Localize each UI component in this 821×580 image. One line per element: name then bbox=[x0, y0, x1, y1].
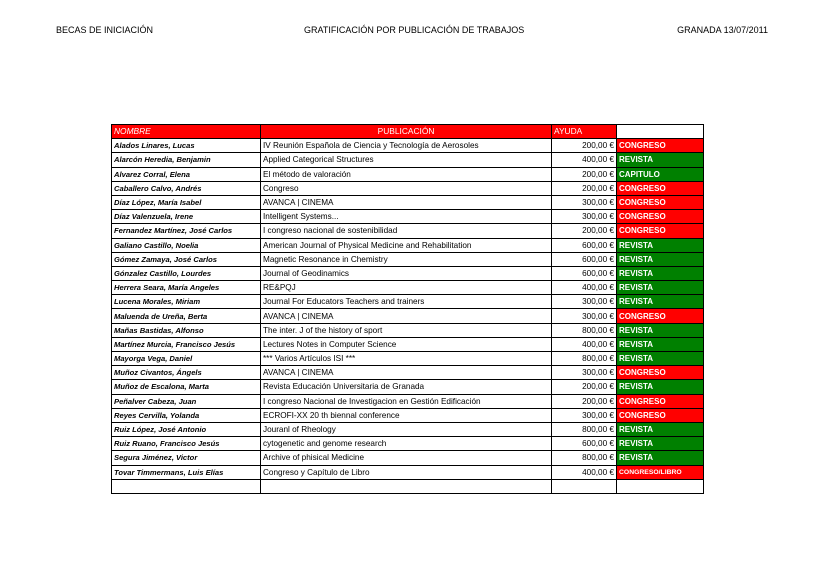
cell-publication: RE&PQJ bbox=[261, 281, 552, 295]
column-header-publication: PUBLICACIÓN bbox=[261, 125, 552, 139]
cell-publication: Lectures Notes in Computer Science bbox=[261, 337, 552, 351]
cell-amount: 800,00 € bbox=[552, 352, 617, 366]
table-row bbox=[112, 266, 704, 280]
cell-amount: 200,00 € bbox=[552, 380, 617, 394]
cell-name: Gómez Zamaya, José Carlos bbox=[112, 252, 261, 266]
cell-type-badge: REVISTA bbox=[617, 238, 704, 252]
table-row bbox=[112, 210, 704, 224]
cell-publication: Congreso y Capítulo de Libro bbox=[261, 465, 552, 479]
table-row bbox=[112, 352, 704, 366]
cell-name: Peñalver Cabeza, Juan bbox=[112, 394, 261, 408]
cell-publication: Jouranl of Rheology bbox=[261, 422, 552, 436]
table-row-empty bbox=[112, 479, 704, 493]
table-row bbox=[112, 139, 704, 153]
table-row bbox=[112, 437, 704, 451]
cell-empty bbox=[261, 479, 552, 493]
cell-type-badge: CONGRESO bbox=[617, 181, 704, 195]
cell-type-badge: REVISTA bbox=[617, 266, 704, 280]
cell-amount: 300,00 € bbox=[552, 366, 617, 380]
cell-name: Reyes Cervilla, Yolanda bbox=[112, 408, 261, 422]
cell-type-badge: CONGRESO bbox=[617, 408, 704, 422]
cell-publication: I congreso Nacional de Investigacion en Gestión Edificación bbox=[261, 394, 552, 408]
cell-name: Fernandez Martínez, José Carlos bbox=[112, 224, 261, 238]
cell-type-badge: REVISTA bbox=[617, 252, 704, 266]
cell-publication: Congreso bbox=[261, 181, 552, 195]
cell-amount: 400,00 € bbox=[552, 281, 617, 295]
table-row bbox=[112, 408, 704, 422]
header-document-title: GRATIFICACIÓN POR PUBLICACIÓN DE TRABAJOS bbox=[304, 25, 525, 35]
cell-name: Tovar Timmermans, Luis Elías bbox=[112, 465, 261, 479]
cell-name: Alarcón Heredia, Benjamin bbox=[112, 153, 261, 167]
column-header-amount: AYUDA bbox=[552, 125, 617, 139]
cell-publication: AVANCA | CINEMA bbox=[261, 366, 552, 380]
cell-type-badge: CAPITULO bbox=[617, 167, 704, 181]
cell-name: Ruiz López, José Antonio bbox=[112, 422, 261, 436]
cell-type-badge: REVISTA bbox=[617, 352, 704, 366]
cell-amount: 800,00 € bbox=[552, 323, 617, 337]
cell-amount: 400,00 € bbox=[552, 465, 617, 479]
table-row bbox=[112, 323, 704, 337]
cell-publication: IV Reunión Española de Ciencia y Tecnología de Aerosoles bbox=[261, 139, 552, 153]
cell-type-badge: REVISTA bbox=[617, 380, 704, 394]
cell-publication: ECROFI-XX 20 th biennal conference bbox=[261, 408, 552, 422]
cell-publication: The inter. J of the history of sport bbox=[261, 323, 552, 337]
cell-name: Muñoz Civantos, Ángels bbox=[112, 366, 261, 380]
table-row bbox=[112, 252, 704, 266]
cell-type-badge: REVISTA bbox=[617, 437, 704, 451]
cell-publication: Journal For Educators Teachers and trainers bbox=[261, 295, 552, 309]
cell-amount: 200,00 € bbox=[552, 224, 617, 238]
cell-type-badge: CONGRESO bbox=[617, 139, 704, 153]
cell-type-badge: CONGRESO bbox=[617, 394, 704, 408]
cell-amount: 600,00 € bbox=[552, 252, 617, 266]
table-row bbox=[112, 238, 704, 252]
cell-name: Herrera Seara, María Angeles bbox=[112, 281, 261, 295]
cell-publication: *** Varios Artículos ISI *** bbox=[261, 352, 552, 366]
cell-publication: Applied Categorical Structures bbox=[261, 153, 552, 167]
table-row bbox=[112, 366, 704, 380]
cell-type-badge: CONGRESO bbox=[617, 309, 704, 323]
cell-name: Muñoz de Escalona, Marta bbox=[112, 380, 261, 394]
table-row bbox=[112, 451, 704, 465]
cell-name: Maluenda de Ureña, Berta bbox=[112, 309, 261, 323]
cell-type-badge: CONGRESO bbox=[617, 210, 704, 224]
table-row bbox=[112, 181, 704, 195]
cell-publication: American Journal of Physical Medicine and Rehabilitation bbox=[261, 238, 552, 252]
table-row bbox=[112, 422, 704, 436]
cell-type-badge: CONGRESO bbox=[617, 224, 704, 238]
cell-amount: 200,00 € bbox=[552, 139, 617, 153]
cell-empty bbox=[112, 479, 261, 493]
cell-name: Gónzalez Castillo, Lourdes bbox=[112, 266, 261, 280]
cell-amount: 200,00 € bbox=[552, 181, 617, 195]
cell-amount: 300,00 € bbox=[552, 195, 617, 209]
column-header-type bbox=[617, 125, 704, 139]
column-header-name: NOMBRE bbox=[112, 125, 261, 139]
cell-empty bbox=[552, 479, 617, 493]
table-body bbox=[112, 139, 704, 494]
cell-type-badge: CONGRESO bbox=[617, 195, 704, 209]
table-row bbox=[112, 309, 704, 323]
cell-amount: 800,00 € bbox=[552, 422, 617, 436]
cell-type-badge: REVISTA bbox=[617, 281, 704, 295]
cell-name: Mañas Bastidas, Alfonso bbox=[112, 323, 261, 337]
page-header bbox=[56, 24, 768, 36]
table-row bbox=[112, 153, 704, 167]
grants-table bbox=[111, 124, 704, 494]
cell-type-badge: REVISTA bbox=[617, 337, 704, 351]
cell-name: Díaz Valenzuela, Irene bbox=[112, 210, 261, 224]
cell-amount: 600,00 € bbox=[552, 437, 617, 451]
cell-name: Martínez Murcia, Francisco Jesús bbox=[112, 337, 261, 351]
table-row bbox=[112, 281, 704, 295]
header-place-date: GRANADA 13/07/2011 bbox=[677, 25, 768, 35]
cell-publication: Journal of Geodinamics bbox=[261, 266, 552, 280]
table-header-row bbox=[112, 125, 704, 139]
cell-publication: Magnetic Resonance in Chemistry bbox=[261, 252, 552, 266]
cell-type-badge: REVISTA bbox=[617, 295, 704, 309]
cell-amount: 600,00 € bbox=[552, 238, 617, 252]
table-row bbox=[112, 394, 704, 408]
cell-type-badge: REVISTA bbox=[617, 153, 704, 167]
cell-publication: AVANCA | CINEMA bbox=[261, 195, 552, 209]
cell-publication: I congreso nacional de sostenibilidad bbox=[261, 224, 552, 238]
cell-amount: 800,00 € bbox=[552, 451, 617, 465]
cell-name: Díaz López, María Isabel bbox=[112, 195, 261, 209]
cell-amount: 400,00 € bbox=[552, 153, 617, 167]
cell-amount: 300,00 € bbox=[552, 210, 617, 224]
cell-name: Ruiz Ruano, Francisco Jesús bbox=[112, 437, 261, 451]
cell-name: Alvarez Corral, Elena bbox=[112, 167, 261, 181]
cell-amount: 200,00 € bbox=[552, 167, 617, 181]
cell-amount: 300,00 € bbox=[552, 309, 617, 323]
cell-name: Caballero Calvo, Andrés bbox=[112, 181, 261, 195]
cell-publication: Intelligent Systems... bbox=[261, 210, 552, 224]
cell-amount: 400,00 € bbox=[552, 337, 617, 351]
cell-type-badge: CONGRESO/LIBRO bbox=[617, 465, 704, 479]
cell-amount: 200,00 € bbox=[552, 394, 617, 408]
cell-type-badge: REVISTA bbox=[617, 451, 704, 465]
table-row bbox=[112, 167, 704, 181]
cell-publication: Archive of phisical Medicine bbox=[261, 451, 552, 465]
cell-type-badge: CONGRESO bbox=[617, 366, 704, 380]
table-row bbox=[112, 195, 704, 209]
table-row bbox=[112, 380, 704, 394]
cell-name: Alados Linares, Lucas bbox=[112, 139, 261, 153]
cell-name: Segura Jiménez, Victor bbox=[112, 451, 261, 465]
cell-name: Lucena Morales, Miriam bbox=[112, 295, 261, 309]
cell-amount: 600,00 € bbox=[552, 266, 617, 280]
cell-type-badge: REVISTA bbox=[617, 323, 704, 337]
cell-publication: cytogenetic and genome research bbox=[261, 437, 552, 451]
table-row bbox=[112, 337, 704, 351]
cell-type-badge: REVISTA bbox=[617, 422, 704, 436]
cell-name: Galiano Castillo, Noelia bbox=[112, 238, 261, 252]
cell-amount: 300,00 € bbox=[552, 408, 617, 422]
cell-name: Mayorga Vega, Daniel bbox=[112, 352, 261, 366]
cell-publication: El método de valoración bbox=[261, 167, 552, 181]
table-row bbox=[112, 465, 704, 479]
cell-publication: Revista Educación Universitaria de Granada bbox=[261, 380, 552, 394]
cell-publication: AVANCA | CINEMA bbox=[261, 309, 552, 323]
table-row bbox=[112, 295, 704, 309]
table-row bbox=[112, 224, 704, 238]
cell-amount: 300,00 € bbox=[552, 295, 617, 309]
cell-empty bbox=[617, 479, 704, 493]
header-program-title: BECAS DE INICIACIÓN bbox=[56, 25, 154, 35]
